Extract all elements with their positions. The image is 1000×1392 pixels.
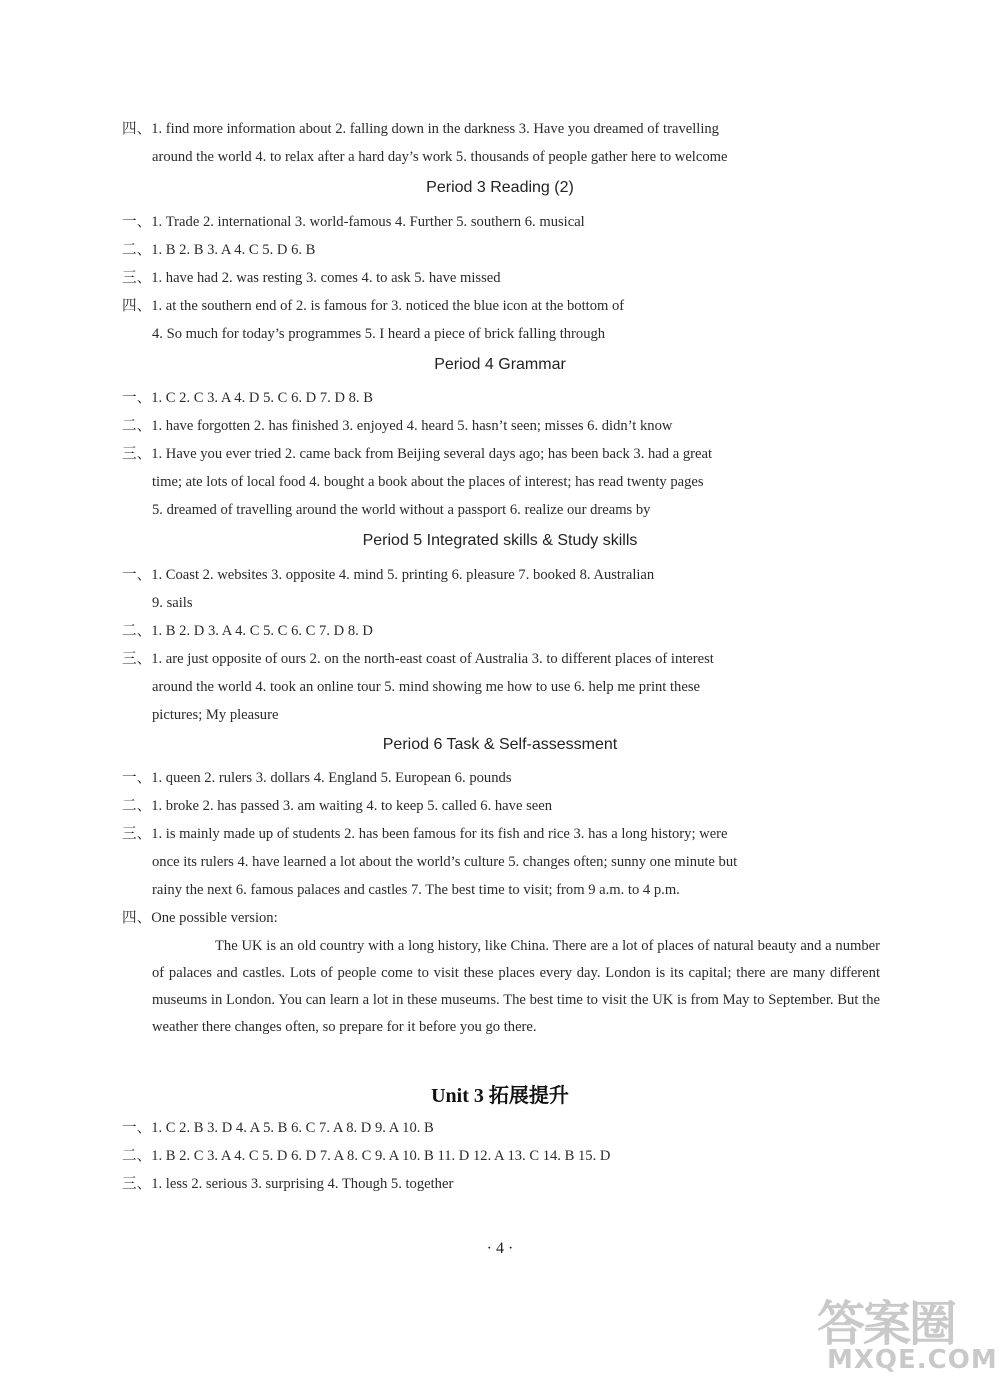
answer-line: 四、One possible version: <box>122 910 278 926</box>
answer-line: 三、1. is mainly made up of students 2. has been famous for its fish and rice 3. has a long history; were <box>122 826 728 842</box>
answer-line: once its rulers 4. have learned a lot about the world’s culture 5. changes often; sunny one minute but <box>152 854 738 870</box>
section-heading-period-6: Period 6 Task & Self-assessment <box>382 736 618 753</box>
answer-line: 二、1. broke 2. has passed 3. am waiting 4. to keep 5. called 6. have seen <box>122 798 552 814</box>
answer-line: 9. sails <box>152 595 193 611</box>
answer-line: around the world 4. to relax after a hard day’s work 5. thousands of people gather here to welcome <box>152 149 728 165</box>
answer-line: 四、1. at the southern end of 2. is famous for 3. noticed the blue icon at the bottom of <box>122 298 625 314</box>
answer-line: 一、1. queen 2. rulers 3. dollars 4. England 5. European 6. pounds <box>122 770 512 786</box>
section-heading-period-5: Period 5 Integrated skills & Study skills <box>362 532 638 549</box>
answer-line: 一、1. Trade 2. international 3. world-famous 4. Further 5. southern 6. musical <box>122 214 585 230</box>
sample-essay: The UK is an old country with a long history, like China. There are a lot of places of natural beauty and a number of palaces and castles. Lots of people come to visit these places every day. London is its capital; there are many different museums in London. You can learn a lot in these museums. The best time to visit the UK is from May to September. But the weather there changes often, so prepare for it before you go there. <box>152 938 880 1035</box>
page-number: · 4 · <box>486 1240 514 1257</box>
answer-line: 二、1. B 2. B 3. A 4. C 5. D 6. B <box>122 242 316 258</box>
answer-line: 二、1. B 2. C 3. A 4. C 5. D 6. D 7. A 8. C 9. A 10. B 11. D 12. A 13. C 14. B 15. D <box>122 1148 611 1164</box>
answer-line: 三、1. Have you ever tried 2. came back from Beijing several days ago; has been back 3. had a great <box>122 446 713 462</box>
answer-line: 一、1. C 2. B 3. D 4. A 5. B 6. C 7. A 8. D 9. A 10. B <box>122 1120 434 1136</box>
watermark-url: MXQE.COM <box>827 1345 998 1375</box>
answer-line: 5. dreamed of travelling around the world without a passport 6. realize our dreams by <box>152 502 651 518</box>
watermark-logo <box>815 1285 998 1380</box>
section-heading-period-4: Period 4 Grammar <box>434 356 566 373</box>
answer-line: pictures; My pleasure <box>152 707 279 723</box>
answer-line: time; ate lots of local food 4. bought a book about the places of interest; has read twenty pages <box>152 474 704 490</box>
answer-line: 4. So much for today’s programmes 5. I heard a piece of brick falling through <box>152 326 606 342</box>
answer-line: around the world 4. took an online tour 5. mind showing me how to use 6. help me print these <box>152 679 700 695</box>
answer-line: 三、1. less 2. serious 3. surprising 4. Though 5. together <box>122 1176 454 1192</box>
answer-line: 二、1. have forgotten 2. has finished 3. enjoyed 4. heard 5. hasn’t seen; misses 6. didn’t know <box>122 418 673 434</box>
answer-line: 三、1. have had 2. was resting 3. comes 4. to ask 5. have missed <box>122 270 501 286</box>
section-heading-unit-3: Unit 3 拓展提升 <box>431 1085 569 1107</box>
answer-line: 二、1. B 2. D 3. A 4. C 5. C 6. C 7. D 8. D <box>122 623 373 639</box>
answer-line: 三、1. are just opposite of ours 2. on the north-east coast of Australia 3. to different places of interest <box>122 651 714 667</box>
answer-line: 四、1. find more information about 2. falling down in the darkness 3. Have you dreamed of travelling <box>122 121 719 137</box>
watermark-text: 答案圈 <box>817 1296 956 1352</box>
answer-line: 一、1. C 2. C 3. A 4. D 5. C 6. D 7. D 8. B <box>122 390 373 406</box>
answer-line: 一、1. Coast 2. websites 3. opposite 4. mind 5. printing 6. pleasure 7. booked 8. Australian <box>122 567 655 583</box>
section-heading-period-3: Period 3 Reading (2) <box>426 179 574 196</box>
answer-line: rainy the next 6. famous palaces and castles 7. The best time to visit; from 9 a.m. to 4 p.m. <box>152 882 680 898</box>
